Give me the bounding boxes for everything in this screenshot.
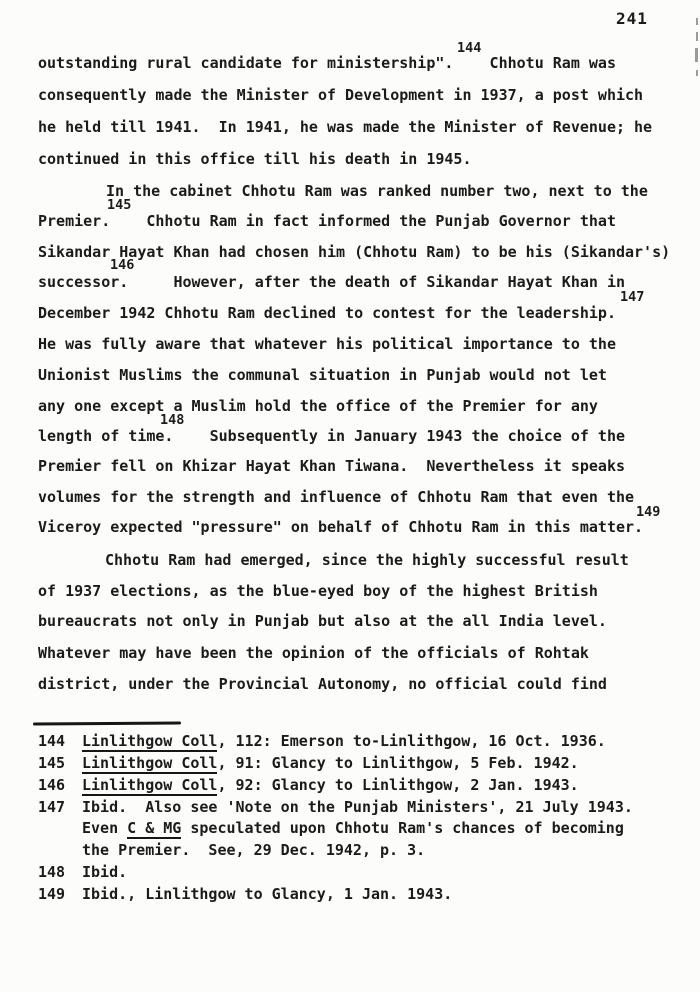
- body-line: length of time. Subsequently in January 1943 the choice of the: [38, 427, 625, 445]
- footnote-row: [38, 886, 452, 903]
- footnote-number: 145: [38, 754, 66, 772]
- body-line: volumes for the strength and influence of Chhotu Ram that even the: [38, 488, 635, 506]
- body-line: In the cabinet Chhotu Ram was ranked number two, next to the: [106, 182, 648, 200]
- footnote-row: [38, 777, 579, 794]
- footnote-number: 144: [38, 732, 66, 750]
- body-line: district, under the Provincial Autonomy, no official could find: [38, 675, 607, 693]
- footnote-text: , 92: Glancy to Linlithgow, 2 Jan. 1943.: [217, 776, 579, 794]
- body-line: bureaucrats not only in Punjab but also at the all India level.: [38, 612, 607, 630]
- footnote-text: the Premier. See, 29 Dec. 1942, p. 3.: [82, 841, 426, 859]
- body-line: He was fully aware that whatever his political importance to the: [38, 335, 616, 353]
- footnote-text: Even: [82, 819, 128, 837]
- footnote-citation-title: C & MG: [127, 819, 182, 837]
- body-line: Whatever may have been the opinion of the officials of Rohtak: [38, 644, 589, 662]
- footnote-text: Ibid. Also see 'Note on the Punjab Ministers', 21 July 1943.: [82, 798, 633, 816]
- footnote-number: 149: [38, 885, 66, 903]
- footnote-text: , 91: Glancy to Linlithgow, 5 Feb. 1942.: [217, 754, 579, 772]
- footnote-marker: 145: [107, 197, 132, 213]
- body-line: consequently made the Minister of Development in 1937, a post which: [38, 86, 644, 104]
- body-line: Chhotu Ram had emerged, since the highly successful result: [105, 551, 629, 569]
- footnote-text: speculated upon Chhotu Ram's chances of becoming: [181, 819, 624, 837]
- footnote-row: [38, 842, 425, 859]
- page-number: 241: [616, 9, 648, 28]
- footnote-row: [38, 755, 579, 772]
- body-line: Premier. Chhotu Ram in fact informed the Punjab Governor that: [38, 212, 616, 230]
- body-line: Unionist Muslims the communal situation in Punjab would not let: [38, 366, 607, 384]
- scan-artifact: [696, 70, 698, 76]
- footnote-citation-title: Linlithgow Coll: [82, 732, 218, 750]
- body-line: successor. However, after the death of Sikandar Hayat Khan in: [38, 273, 625, 291]
- body-line: any one except a Muslim hold the office of the Premier for any: [38, 397, 598, 415]
- footnote-marker: 149: [636, 504, 661, 520]
- body-line: he held till 1941. In 1941, he was made the Minister of Revenue; he: [38, 118, 653, 136]
- footnote-marker: 147: [620, 289, 645, 305]
- footnote-row: [38, 864, 127, 881]
- body-line: of 1937 elections, as the blue-eyed boy of the highest British: [38, 582, 598, 600]
- footnote-separator-rule: [33, 721, 181, 725]
- footnote-row: [38, 799, 633, 816]
- footnote-text: Ibid.: [82, 863, 128, 881]
- body-line: Viceroy expected "pressure" on behalf of Chhotu Ram in this matter.: [38, 518, 644, 536]
- footnote-row: [38, 820, 624, 837]
- footnote-marker: 148: [160, 412, 185, 428]
- footnote-number: 147: [38, 798, 66, 816]
- body-line: continued in this office till his death in 1945.: [38, 150, 472, 168]
- footnote-citation-title: Linlithgow Coll: [82, 754, 218, 772]
- footnote-row: [38, 733, 606, 750]
- scan-artifact: [696, 18, 698, 25]
- footnote-text: , 112: Emerson to-Linlithgow, 16 Oct. 1936.: [217, 732, 606, 750]
- footnote-marker: 146: [110, 257, 135, 273]
- footnote-number: 148: [38, 863, 66, 881]
- body-line: outstanding rural candidate for ministership". Chhotu Ram was: [38, 54, 616, 72]
- body-line: Premier fell on Khizar Hayat Khan Tiwana. Nevertheless it speaks: [38, 457, 625, 475]
- footnote-marker: 144: [457, 40, 482, 56]
- scan-artifact: [696, 32, 698, 41]
- footnote-text: Ibid., Linlithgow to Glancy, 1 Jan. 1943.: [82, 885, 453, 903]
- body-line: Sikandar Hayat Khan had chosen him (Chhotu Ram) to be his (Sikandar's): [38, 243, 671, 261]
- scan-artifact: [695, 48, 698, 62]
- body-line: December 1942 Chhotu Ram declined to contest for the leadership.: [38, 304, 616, 322]
- footnote-citation-title: Linlithgow Coll: [82, 776, 218, 794]
- footnote-number: 146: [38, 776, 66, 794]
